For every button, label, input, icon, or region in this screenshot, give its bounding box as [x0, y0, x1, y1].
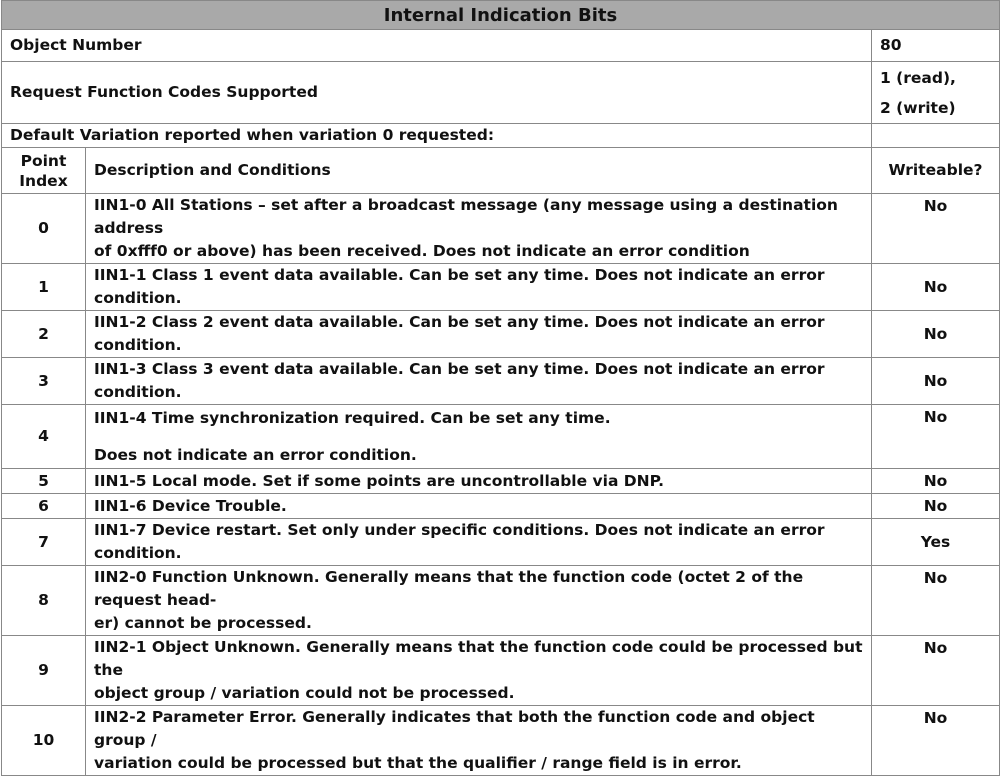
description-line1: IIN1-7 Device restart. Set only under specific conditions. Does not indicate an error condition.	[94, 521, 825, 562]
point-index-cell: 3	[2, 358, 86, 405]
description-line1: IIN1-3 Class 3 event data available. Can be set any time. Does not indicate an error condition.	[94, 360, 825, 401]
object-number-value: 80	[872, 30, 1000, 62]
table-row	[2, 358, 1000, 405]
writeable-cell: No	[872, 194, 1000, 264]
description-line1: IIN2-0 Function Unknown. Generally means that the function code (octet 2 of the request head-	[94, 568, 804, 609]
table-row	[2, 469, 1000, 494]
writeable-cell: No	[872, 494, 1000, 519]
point-index-cell: 5	[2, 469, 86, 494]
table-row	[2, 519, 1000, 566]
point-index-cell: 7	[2, 519, 86, 566]
table-row	[2, 264, 1000, 311]
table-title-row	[2, 1, 1000, 30]
description-cell	[86, 636, 872, 706]
description-line1: IIN1-5 Local mode. Set if some points are uncontrollable via DNP.	[94, 471, 665, 490]
point-index-cell: 2	[2, 311, 86, 358]
writeable-cell: No	[872, 469, 1000, 494]
column-header-description: Description and Conditions	[86, 148, 872, 194]
writeable-cell: No	[872, 358, 1000, 405]
description-line2: er) cannot be processed.	[94, 614, 312, 632]
request-codes-value-line1: 1 (read),	[880, 68, 956, 87]
table-row	[2, 194, 1000, 264]
table-row	[2, 706, 1000, 776]
description-cell	[86, 494, 872, 519]
description-line1: IIN2-1 Object Unknown. Generally means that the function code could be processed but the	[94, 638, 863, 679]
table-row	[2, 566, 1000, 636]
description-line1: IIN1-0 All Stations – set after a broadcast message (any message using a destination address	[94, 196, 838, 237]
object-number-label: Object Number	[2, 30, 872, 62]
request-codes-value-line2: 2 (write)	[880, 98, 956, 117]
writeable-cell: No	[872, 706, 1000, 776]
default-variation-label: Default Variation reported when variation 0 requested:	[2, 124, 872, 148]
point-index-cell: 4	[2, 405, 86, 469]
table-row	[2, 311, 1000, 358]
writeable-cell: No	[872, 636, 1000, 706]
writeable-cell: Yes	[872, 519, 1000, 566]
description-line1: IIN1-1 Class 1 event data available. Can be set any time. Does not indicate an error condition.	[94, 266, 825, 307]
column-header-row	[2, 148, 1000, 194]
description-line1: IIN1-6 Device Trouble.	[94, 496, 287, 515]
writeable-cell: No	[872, 311, 1000, 358]
description-cell	[86, 358, 872, 405]
description-cell	[86, 566, 872, 636]
table-body	[2, 194, 1000, 776]
internal-indication-bits-table	[1, 0, 1000, 776]
description-cell	[86, 311, 872, 358]
point-index-cell: 1	[2, 264, 86, 311]
default-variation-value	[872, 124, 1000, 148]
table-row	[2, 405, 1000, 469]
description-line2: of 0xfff0 or above) has been received. Does not indicate an error condition	[94, 242, 750, 260]
description-cell	[86, 469, 872, 494]
point-index-cell: 8	[2, 566, 86, 636]
table-row	[2, 636, 1000, 706]
description-cell	[86, 519, 872, 566]
description-gap	[94, 430, 863, 444]
request-codes-value	[872, 62, 1000, 124]
table-row	[2, 494, 1000, 519]
column-header-index-line1: Point	[20, 151, 67, 170]
column-header-index-line2: Index	[19, 171, 68, 190]
description-line2: object group / variation could not be processed.	[94, 684, 515, 702]
point-index-cell: 10	[2, 706, 86, 776]
request-codes-row	[2, 62, 1000, 124]
description-cell	[86, 264, 872, 311]
default-variation-row	[2, 124, 1000, 148]
object-number-row	[2, 30, 1000, 62]
description-cell	[86, 405, 872, 469]
description-line1: IIN1-2 Class 2 event data available. Can be set any time. Does not indicate an error condition.	[94, 313, 825, 354]
description-line2: variation could be processed but that the qualifier / range field is in error.	[94, 754, 742, 772]
point-index-cell: 9	[2, 636, 86, 706]
description-cell	[86, 706, 872, 776]
description-line1: IIN2-2 Parameter Error. Generally indicates that both the function code and object group /	[94, 708, 815, 749]
description-line1: IIN1-4 Time synchronization required. Can be set any time.	[94, 408, 611, 427]
point-index-cell: 0	[2, 194, 86, 264]
point-index-cell: 6	[2, 494, 86, 519]
column-header-writeable: Writeable?	[872, 148, 1000, 194]
column-header-index	[2, 148, 86, 194]
request-codes-label: Request Function Codes Supported	[2, 62, 872, 124]
writeable-cell: No	[872, 405, 1000, 469]
description-cell	[86, 194, 872, 264]
description-line2: Does not indicate an error condition.	[94, 445, 417, 464]
writeable-cell: No	[872, 264, 1000, 311]
writeable-cell: No	[872, 566, 1000, 636]
table-title: Internal Indication Bits	[2, 1, 1000, 30]
